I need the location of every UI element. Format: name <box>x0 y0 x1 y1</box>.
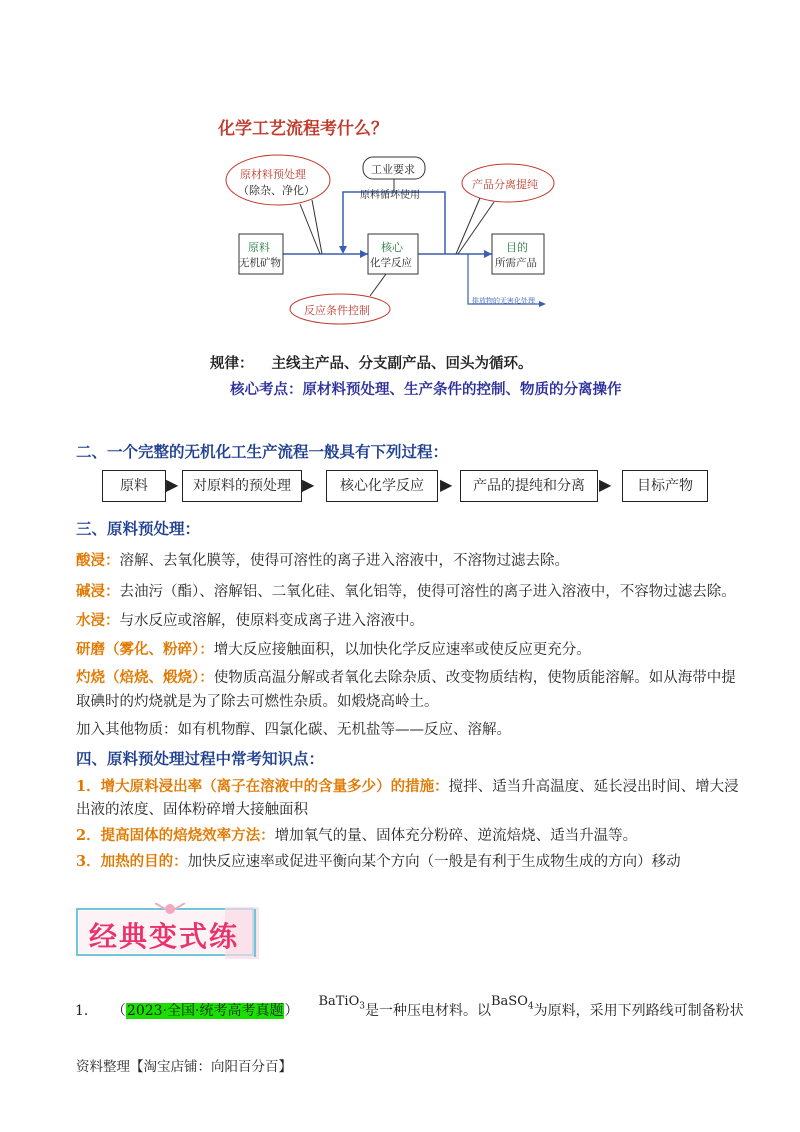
practice-banner <box>75 903 260 963</box>
flow-arrow-icon: ▶ <box>302 475 315 494</box>
formula-baso4-sub: 4 <box>527 1001 534 1012</box>
flow-step-separation: 产品的提纯和分离 <box>460 470 598 502</box>
diagram-lines <box>210 110 600 330</box>
source-tag: 2023·全国·统考高考真题 <box>126 1003 284 1019</box>
diagram-title: 化学工艺流程考什么？ <box>218 119 388 139</box>
flow-arrow-icon: ▶ <box>599 475 612 494</box>
question-text2: 为原料，采用下列路线可制备粉状 <box>533 1003 744 1019</box>
alkali-leach-line <box>76 582 736 602</box>
raw-label: 原料 <box>248 241 270 254</box>
section4-heading: 四、原料预处理过程中常考知识点： <box>76 749 325 768</box>
process-diagram <box>210 110 600 330</box>
industry-label: 工业要求 <box>371 163 415 176</box>
other-substances: 加入其他物质：如有机物醇、四氯化碳、无机盐等——反应、溶解。 <box>76 722 511 738</box>
question-number: 1． <box>75 1003 98 1019</box>
section2-heading: 二、一个完整的无机化工生产流程一般具有下列过程： <box>76 442 449 461</box>
formula-batio3-sub: 3 <box>359 1001 365 1012</box>
water-leach-line <box>76 611 424 631</box>
target-sub: 所需产品 <box>495 257 537 269</box>
grinding-text: 增大反应接触面积，以加快化学反应速率或使反应更充分。 <box>213 642 591 658</box>
question-1 <box>75 994 744 1022</box>
grinding-line <box>76 640 591 660</box>
pretreat-sub: （除杂、净化） <box>238 184 315 197</box>
acid-leach-line <box>76 551 569 571</box>
formula-batio3 <box>318 994 365 1012</box>
rule-label: 规律： <box>210 355 254 372</box>
alkali-leach-key: 碱浸： <box>76 583 120 600</box>
banner-text: 经典变式练 <box>89 920 240 953</box>
flow-step-pretreat: 对原料的预处理 <box>182 470 302 502</box>
source-rparen: ） <box>284 1003 299 1019</box>
core-sub: 化学反应 <box>370 257 412 269</box>
point1-key: 1．增大原料浸出率（离子在溶液中的含量多少）的措施： <box>76 778 449 795</box>
acid-leach-key: 酸浸： <box>76 552 120 569</box>
formula-batio3-base: BaTiO <box>318 994 360 1009</box>
point1-line <box>76 777 739 797</box>
flow-step-target: 目标产物 <box>622 470 708 502</box>
point2-text: 增加氧气的量、固体充分粉碎、逆流焙烧、适当升温等。 <box>274 828 638 844</box>
flow-step-raw: 原料 <box>102 470 166 502</box>
roasting-key: 灼烧（焙烧、煅烧）： <box>76 669 214 686</box>
target-label: 目的 <box>506 241 528 254</box>
water-leach-key: 水浸： <box>76 612 120 629</box>
point2-key: 2．提高固体的焙烧效率方法： <box>76 827 275 844</box>
rule-text: 主线主产品、分支副产品、回头为循环。 <box>271 355 533 372</box>
core-label: 核心 <box>381 241 403 254</box>
point2-line <box>76 826 637 846</box>
flow-arrow-icon: ▶ <box>166 475 179 494</box>
roasting-line <box>76 668 736 688</box>
question-text1: 是一种压电材料。以 <box>364 1003 491 1019</box>
point3-text: 加快反应速率或促进平衡向某个方向（一般是有利于生成物生成的方向）移动 <box>187 854 681 870</box>
rule-line <box>210 352 533 373</box>
footer-note: 资料整理【淘宝店铺：向阳百分百】 <box>76 1059 292 1075</box>
roasting-text: 使物质高温分解或者氧化去除杂质、改变物质结构，使物质能溶解。如从海带中提 <box>213 670 736 686</box>
raw-sub: 无机矿物 <box>239 257 281 269</box>
point3-key: 3．加热的目的： <box>76 853 188 870</box>
grinding-key: 研磨（雾化、粉碎）： <box>76 641 214 658</box>
pretreat-label: 原材料预处理 <box>240 168 306 181</box>
flow-arrow-icon: ▶ <box>440 475 453 494</box>
section3-heading: 三、原料预处理： <box>76 519 201 538</box>
point1-cont: 出液的浓度、固体粉碎增大接触面积 <box>76 802 308 818</box>
water-leach-text: 与水反应或溶解，使原料变成离子进入溶液中。 <box>119 613 424 629</box>
formula-baso4-base: BaSO <box>490 994 528 1009</box>
alkali-leach-text: 去油污（酯）、溶解铝、二氧化硅、氧化铝等，使得可溶性的离子进入溶液中，不容物过滤去除。 <box>119 584 736 600</box>
recycle-label: 原料循环使用 <box>360 190 420 201</box>
condition-label: 反应条件控制 <box>304 304 370 317</box>
formula-baso4 <box>490 994 534 1012</box>
core-points: 核心考点：原材料预处理、生产条件的控制、物质的分离操作 <box>230 381 622 398</box>
separation-label: 产品分离提纯 <box>472 178 538 191</box>
point1-text: 搅拌、适当升高温度、延长浸出时间、增大浸 <box>448 779 739 795</box>
source-lparen: （ <box>111 1003 126 1019</box>
flow-step-core: 核心化学反应 <box>326 470 438 502</box>
point3-line <box>76 852 681 872</box>
acid-leach-text: 溶解、去氧化膜等，使得可溶性的离子进入溶液中，不溶物过滤去除。 <box>119 553 569 569</box>
discharge-label: 排放物的无害化处理 <box>472 297 535 305</box>
roasting-text-cont: 取碘时的灼烧就是为了除去可燃性杂质。如煅烧高岭土。 <box>76 694 439 710</box>
